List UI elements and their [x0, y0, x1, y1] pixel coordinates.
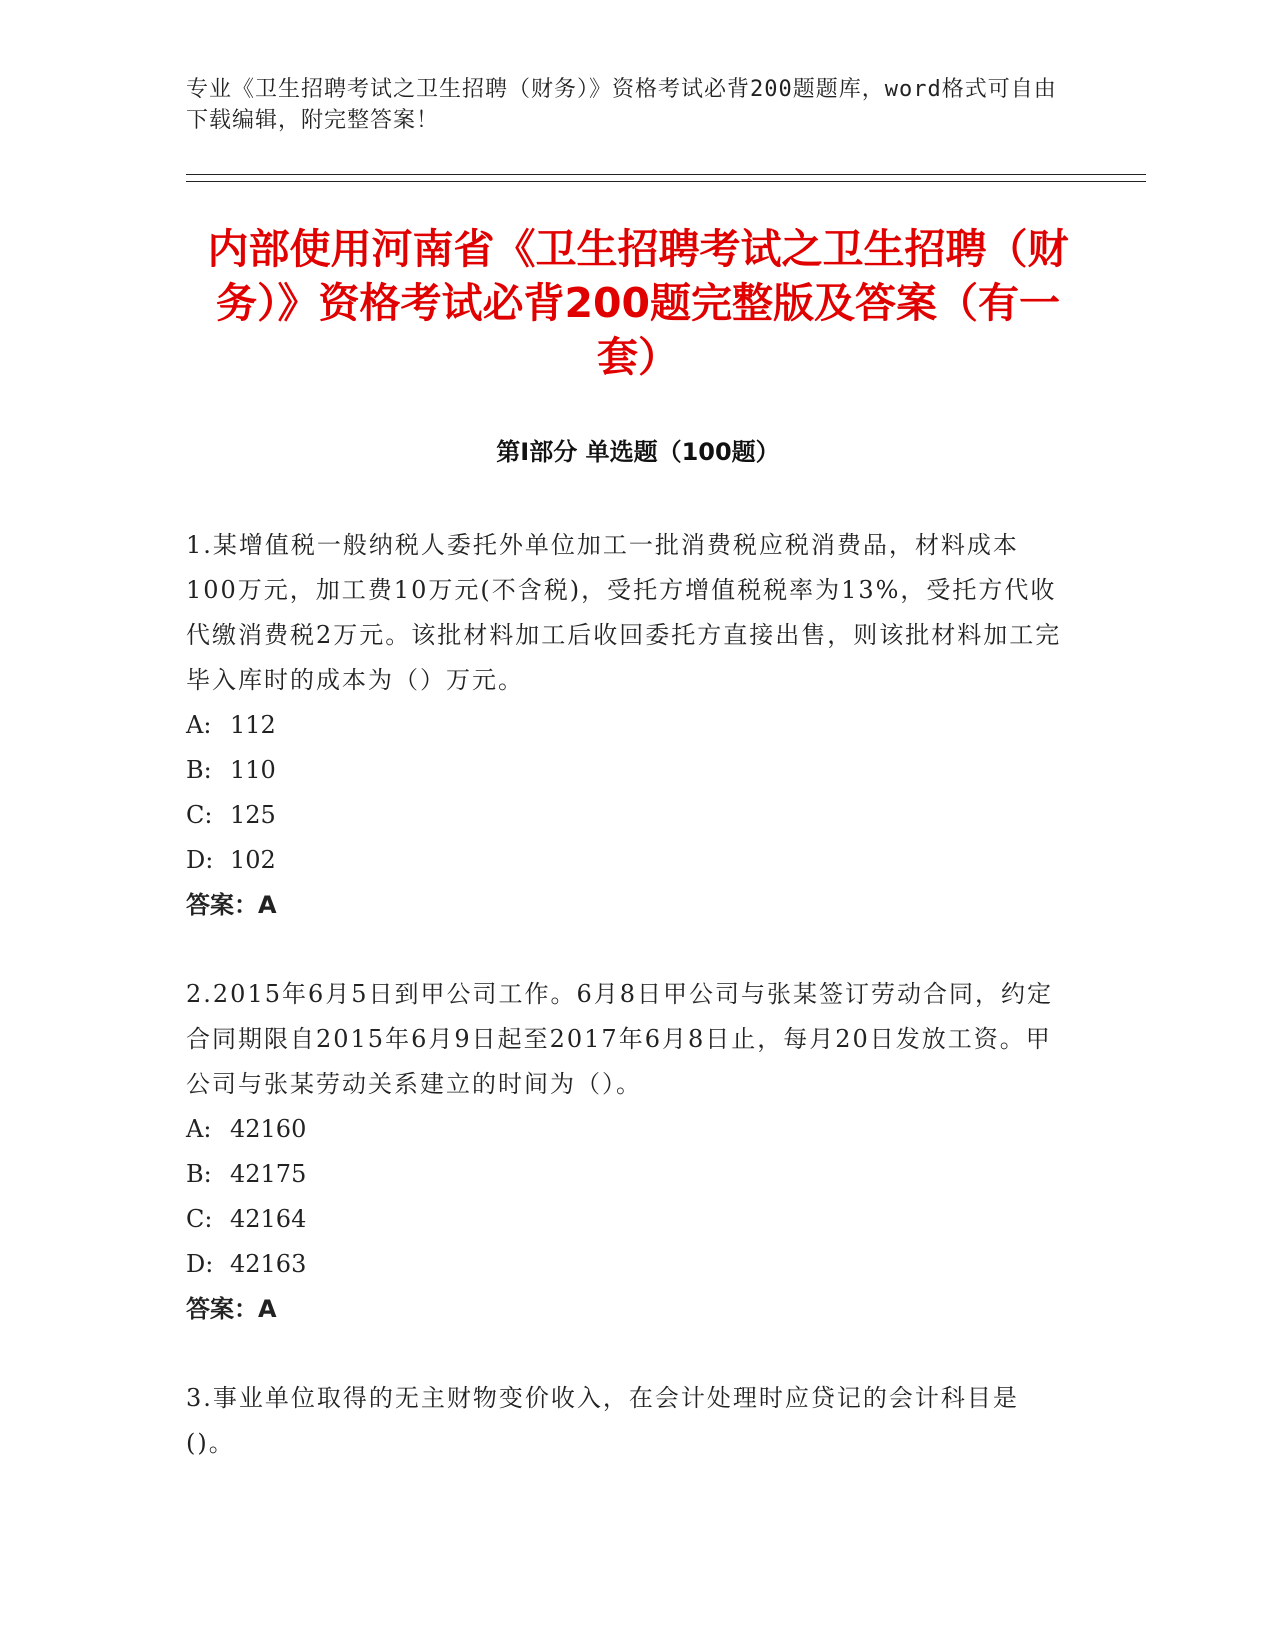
option-text: 112 [230, 711, 276, 739]
question-1 [186, 523, 1066, 928]
option-text: 42164 [230, 1205, 307, 1233]
option-text: 42160 [230, 1115, 307, 1143]
option-b [186, 1152, 1066, 1197]
section-title: 第I部分 单选题（100题） [496, 438, 780, 466]
document-title: 内部使用河南省《卫生招聘考试之卫生招聘（财务）》资格考试必背200题完整版及答案（有一套） [207, 225, 1069, 381]
header-divider-top [186, 174, 1146, 175]
option-letter: D: [186, 846, 214, 874]
option-letter: A: [186, 1115, 212, 1143]
option-text: 110 [230, 756, 276, 784]
option-letter: C: [186, 1205, 213, 1233]
header-note: 专业《卫生招聘考试之卫生招聘（财务）》资格考试必背200题题库，word格式可自由下载编辑，附完整答案！ [186, 77, 1057, 133]
option-text: 125 [230, 801, 276, 829]
option-letter: A: [186, 711, 212, 739]
question-3 [186, 1376, 1066, 1466]
option-letter: B: [186, 756, 212, 784]
option-letter: C: [186, 801, 213, 829]
option-b [186, 748, 1066, 793]
option-a [186, 703, 1066, 748]
question-stem: 3.事业单位取得的无主财物变价收入，在会计处理时应贷记的会计科目是()。 [186, 1384, 1019, 1457]
option-text: 42163 [230, 1250, 307, 1278]
option-letter: B: [186, 1160, 212, 1188]
answer-line: 答案：A [186, 1295, 277, 1323]
option-d [186, 838, 1066, 883]
question-stem: 2.2015年6月5日到甲公司工作。6月8日甲公司与张某签订劳动合同，约定合同期限自2015年6月9日起至2017年6月8日止，每月20日发放工资。甲公司与张某劳动关系建立的时间为（）。 [186, 980, 1054, 1098]
option-text: 102 [230, 846, 276, 874]
option-a [186, 1107, 1066, 1152]
option-c [186, 793, 1066, 838]
question-2 [186, 972, 1066, 1332]
header-divider-bottom [186, 181, 1146, 182]
question-stem: 1.某增值税一般纳税人委托外单位加工一批消费税应税消费品，材料成本100万元，加工费10万元(不含税)，受托方增值税税率为13%，受托方代收代缴消费税2万元。该批材料加工后收回委托方直接出售，则该批材料加工完毕入库时的成本为（）万元。 [186, 531, 1062, 694]
answer-line: 答案：A [186, 891, 277, 919]
option-d [186, 1242, 1066, 1287]
option-letter: D: [186, 1250, 214, 1278]
option-text: 42175 [230, 1160, 307, 1188]
question-list [186, 523, 1066, 1510]
option-c [186, 1197, 1066, 1242]
